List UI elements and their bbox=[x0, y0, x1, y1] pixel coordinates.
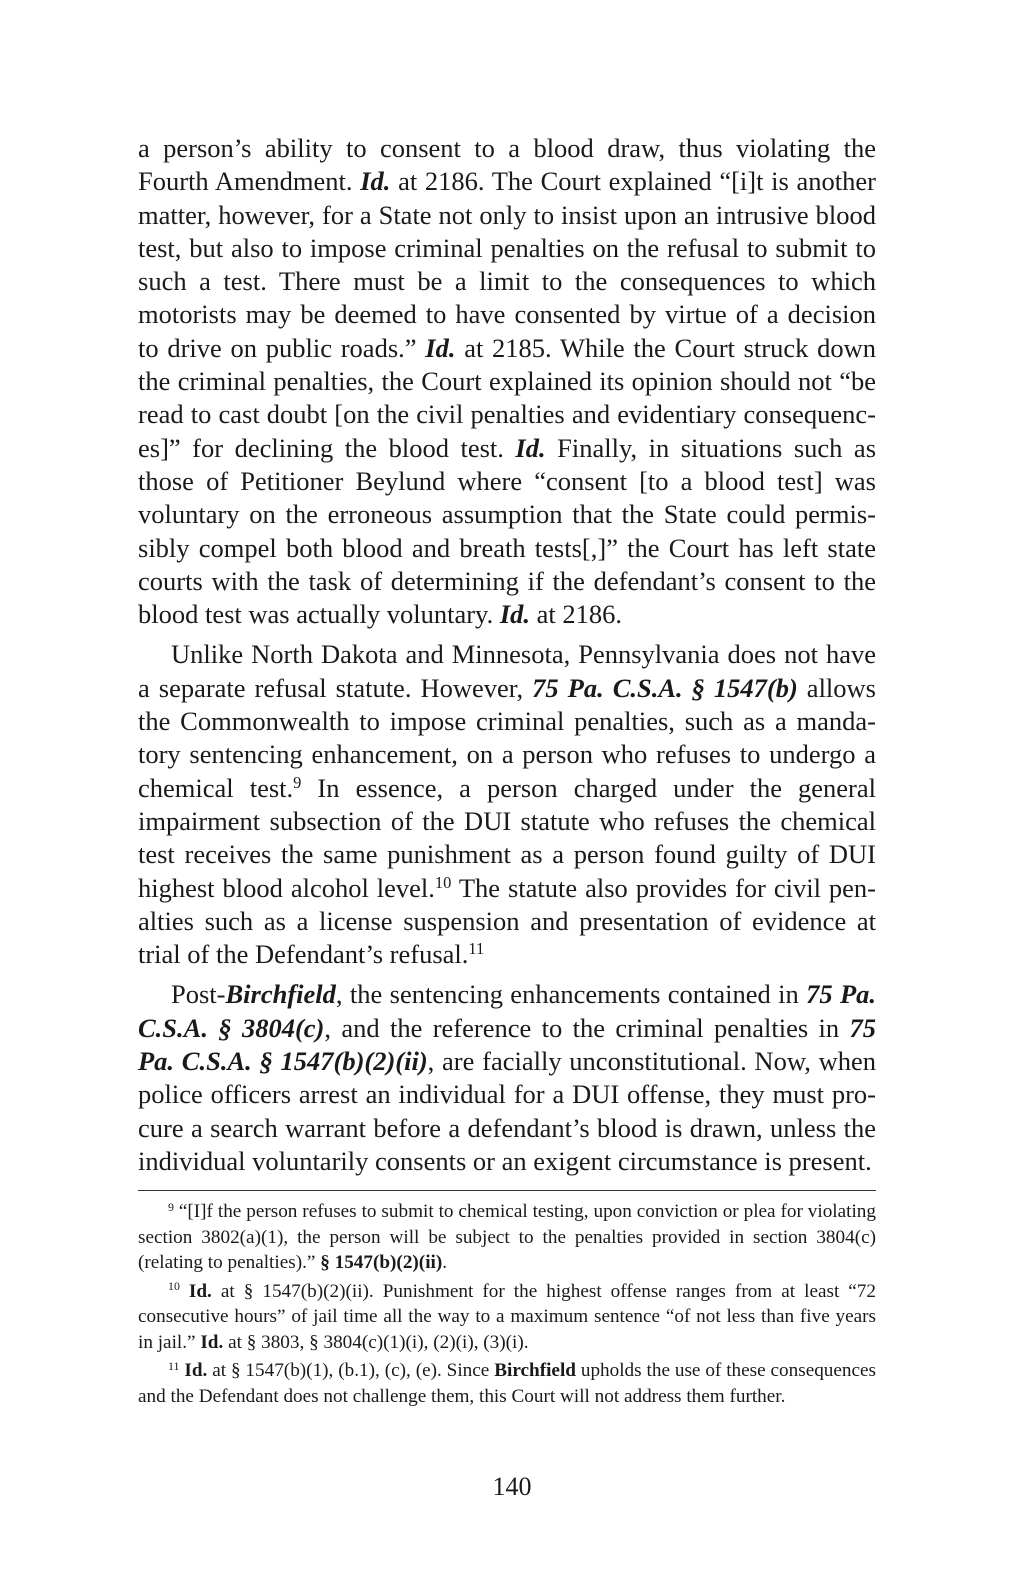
document-page bbox=[138, 132, 876, 1409]
citation bbox=[425, 333, 455, 363]
citation-text: 75 Pa. C.S.A. § 1547(b) bbox=[532, 672, 798, 703]
footnote bbox=[138, 1279, 876, 1356]
citation-text: Id. bbox=[425, 332, 456, 363]
body-paragraph bbox=[138, 978, 876, 1178]
citation bbox=[532, 673, 798, 703]
footnote-marker: 9 bbox=[168, 1199, 174, 1214]
citation-text: Birchfield bbox=[225, 979, 336, 1010]
footnote-marker: 10 bbox=[434, 872, 452, 892]
text-run: Finally, in situations such as those of Petitioner Beylund where “consent [to a blood test] was voluntary on the erroneous assumption that the State could permissibly compel both blood and breath tests[,]” the Court has left state courts with the task of determining if the defendant’s consent to the blood test was actually voluntary. bbox=[138, 432, 877, 630]
citation-text: Id. bbox=[515, 432, 546, 463]
text-run: In essence, a person charged under the general impairment subsection of the DUI statute who refuses the chemical test receives the same punishment as a person found guilty of DUI highest blood alcohol level. bbox=[138, 772, 877, 903]
page-number: 140 bbox=[492, 1472, 532, 1501]
text-run: The statute also provides for civil penalties such as a license suspension and presentation of evidence at trial of the Defendant’s refusal. bbox=[138, 872, 876, 970]
text-run: “[I]f the person refuses to submit to chemical testing, upon conviction or plea for violating section 3802(a)(1), the person will be subject to the penalties provided in section 3804(c) (relating to penalties).” bbox=[138, 1201, 876, 1274]
text-run: at § 3803, § 3804(c)(1)(i), (2)(i), (3)(i). bbox=[223, 1331, 529, 1353]
citation-text: Id. bbox=[360, 166, 391, 197]
body-paragraph bbox=[138, 638, 876, 971]
text-run: at § 1547(b)(1), (b.1), (c), (e). Since bbox=[207, 1360, 495, 1382]
text-run: , and the reference to the criminal penalties in bbox=[324, 1012, 850, 1043]
text-run: at 2185. While the Court struck down the criminal penalties, the Court explained its opinion should not “be read to cast doubt [on the civil penalties and evidentiary consequences]” for declining the blood test. bbox=[138, 332, 877, 463]
text-run: , are facially unconstitutional. Now, when police officers arrest an individual for a DUI offense, they must procure a search warrant before a defendant’s blood is drawn, unless the individual voluntarily consents or an exigent circumstance is present. bbox=[138, 1046, 877, 1176]
text-run: at 2186. bbox=[530, 599, 623, 630]
footnotes bbox=[138, 1199, 876, 1409]
text-run: Post- bbox=[171, 979, 226, 1010]
body-text bbox=[138, 132, 876, 1178]
footnote-divider bbox=[138, 1190, 876, 1191]
text-run: . bbox=[442, 1252, 448, 1274]
body-paragraph bbox=[138, 132, 876, 631]
footnote-marker: 11 bbox=[168, 1358, 180, 1373]
citation: Id. bbox=[188, 1280, 212, 1302]
citation-text: Id. bbox=[499, 599, 531, 630]
citation: Id. bbox=[184, 1360, 208, 1382]
text-run: upholds the use of these consequences and the Defendant does not challenge them, this Court will not address them further. bbox=[138, 1360, 877, 1407]
footnote-marker: 9 bbox=[293, 772, 302, 792]
citation-text: 75 Pa. C.S.A. § 3804(c) bbox=[138, 979, 877, 1043]
footnote-marker: 10 bbox=[168, 1279, 180, 1294]
footnote-marker: 11 bbox=[468, 939, 485, 959]
text-run: , the sentencing enhancements contained in bbox=[335, 979, 807, 1010]
citation bbox=[515, 433, 545, 463]
footnote bbox=[138, 1358, 876, 1409]
footnote bbox=[138, 1199, 876, 1276]
text-run bbox=[180, 1281, 189, 1302]
text-run: at § 1547(b)(2)(ii). Punishment for the highest offense ranges from at least “72 consecutive hours” of jail time all the way to a maximum sentence “of not less than five years in jail.” bbox=[138, 1280, 876, 1353]
text-run: a person’s ability to consent to a blood draw, thus violating the Fourth Amendment. bbox=[138, 133, 876, 197]
citation bbox=[360, 166, 390, 196]
citation bbox=[226, 979, 336, 1009]
citation: Birchfield bbox=[494, 1360, 576, 1382]
citation: § 1547(b)(2)(ii) bbox=[320, 1252, 443, 1274]
citation-text: 75 Pa. C.S.A. § 1547(b)(2)(ii) bbox=[138, 1012, 876, 1077]
citation bbox=[500, 599, 530, 629]
text-run: allows the Commonwealth to impose criminal penalties, such as a mandatory sentencing enhancement, on a person who refuses to undergo a chemical test. bbox=[138, 672, 876, 803]
text-run: Unlike North Dakota and Minnesota, Pennsylvania does not have a separate refusal statute. However, bbox=[138, 639, 876, 703]
citation: Id. bbox=[200, 1331, 224, 1353]
text-run: at 2186. The Court explained “[i]t is another matter, however, for a State not only to insist upon an intrusive blood test, but also to impose criminal penalties on the refusal to submit to such a test. There must be a limit to the consequences to which motorists may be deemed to have consented by virtue of a decision to drive on public roads.” bbox=[138, 166, 876, 363]
